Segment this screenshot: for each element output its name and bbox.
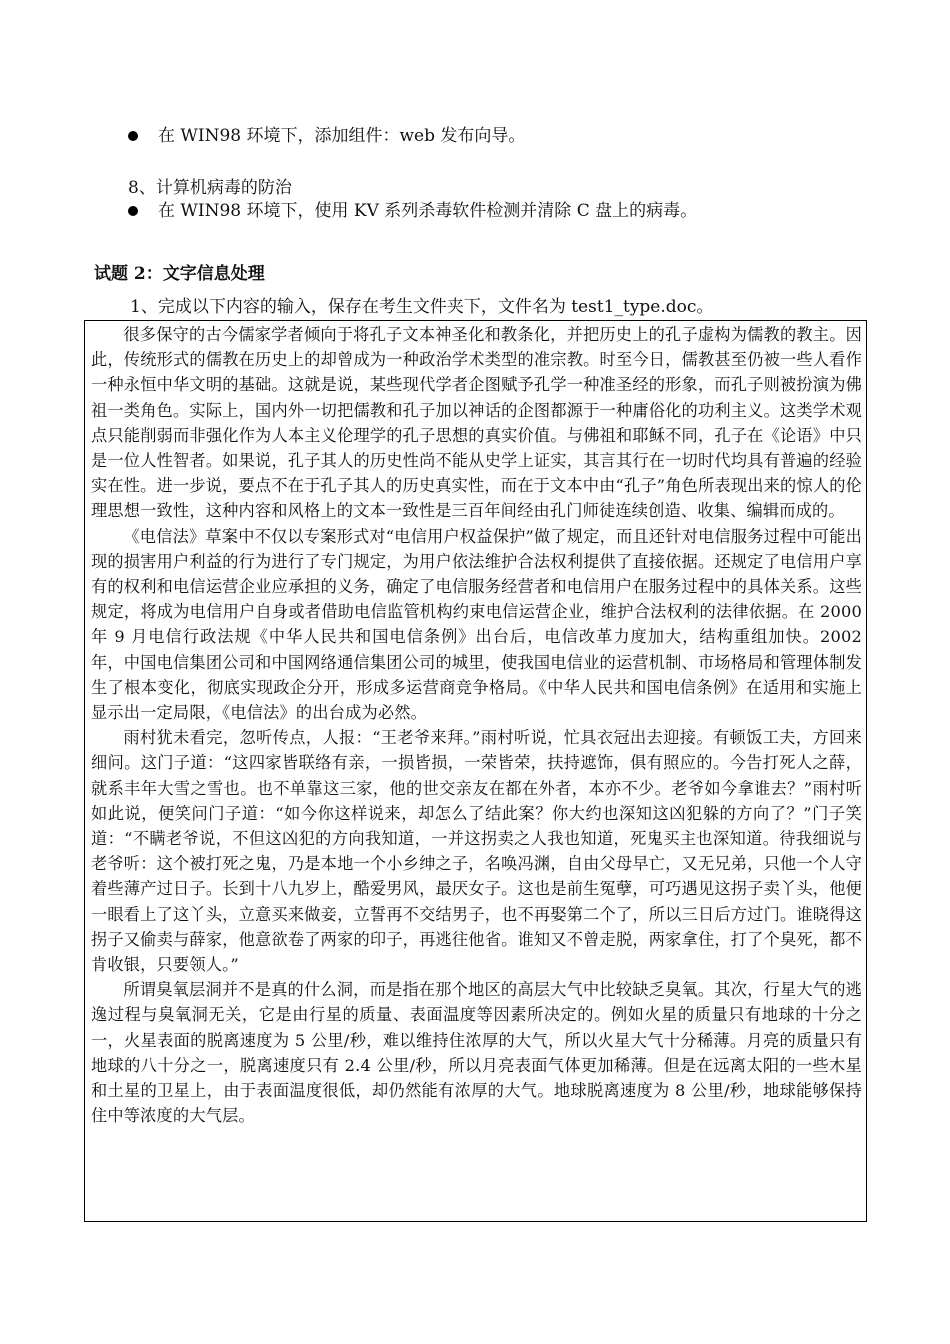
text-box [84,320,867,1222]
passage-confucius: 很多保守的古今儒家学者倾向于将孔子文本神圣化和教条化，并把历史上的孔子虚构为儒教的教主。因此，传统形式的儒教在历史上的却曾成为一种政治学术类型的准宗教。时至今日，儒教甚至仍被一些人看作一种永恒中华文明的基础。这就是说，某些现代学者企图赋予孔学一种准圣经的形象，而孔子则被扮演为佛祖一类角色。实际上，国内外一切把儒教和孔子加以神话的企图都源于一种庸俗化的功利主义。这类学术观点只能削弱而非强化作为人本主义伦理学的孔子思想的真实价值。与佛祖和耶稣不同，孔子在《论语》中只是一位人性智者。如果说，孔子其人的历史性尚不能从史学上证实，其言其行在一切时代均具有普遍的经验实在性。进一步说，要点不在于孔子其人的历史真实性，而在于文本中由“孔子”角色所表现出来的惊人的伦理思想一致性，这种内容和风格上的文本一致性是三百年间经由孔门师徒连续创造、收集、编辑而成的。 [91,325,862,521]
section-title-virus: 8、计算机病毒的防治 [128,178,292,198]
passage-telecom-law: 《电信法》草案中不仅以专案形式对“电信用户权益保护”做了规定，而且还针对电信服务过程中可能出现的损害用户利益的行为进行了专门规定，为用户依法维护合法权利提供了直接依据。还规定了电信用户享有的权利和电信运营企业应承担的义务，确定了电信服务经营者和电信用户在服务过程中的具体关系。这些规定，将成为电信用户自身或者借助电信监管机构约束电信运营企业，维护合法权利的法律依据。在 2000 年 9 月电信行政法规《中华人民共和国电信条例》出台后，电信改革力度加大，结构重组加快。2002 年，中国电信集团公司和中国网络通信集团公司的城里，使我国电信业的运营机制、市场格局和管理体制发生了根本变化，彻底实现政企分开，形成多运营商竞争格局。《中华人民共和国电信条例》在适用和实施上显示出一定局限，《电信法》的出台成为必然。 [91,526,862,723]
passage-ozone: 所谓臭氧层洞并不是真的什么洞，而是指在那个地区的高层大气中比较缺乏臭氧。其次，行星大气的逃逸过程与臭氧洞无关，它是由行星的质量、表面温度等因素所决定的。例如火星的质量只有地球的十分之一，火星表面的脱离速度为 5 公里/秒，难以维持住浓厚的大气，所以火星大气十分稀薄。月亮的质量只有地球的八十分之一，脱离速度只有 2.4 公里/秒，所以月亮表面气体更加稀薄。但是在远离太阳的一些木星和土星的卫星上，由于表面温度很低，却仍然能有浓厚的大气。地球脱离速度为 8 公里/秒，地球能够保持住中等浓度的大气层。 [91,980,862,1126]
section-heading: 试题 2：文字信息处理 [94,264,265,284]
instruction-text: 1、完成以下内容的输入，保存在考生文件夹下，文件名为 test1_type.doc。 [130,297,714,317]
bullet-icon [128,206,138,216]
bullet-text: 在 WIN98 环境下，添加组件：web 发布向导。 [158,126,526,146]
bullet-text: 在 WIN98 环境下，使用 KV 系列杀毒软件检测并清除 C 盘上的病毒。 [158,201,698,221]
passage-red-mansions: 雨村犹未看完，忽听传点，人报：“王老爷来拜。”雨村听说，忙具衣冠出去迎接。有顿饭工夫，方回来细问。这门子道：“这四家皆联络有亲，一损皆损，一荣皆荣，扶持遮饰，俱有照应的。今告打死人之薛，就系丰年大雪之雪也。也不单靠这三家，他的世交亲友在都在外者，本亦不少。老爷如今拿谁去？”雨村听如此说，便笑问门子道：“如今你这样说来，却怎么了结此案？你大约也深知这凶犯躲的方向了？”门子笑道：“不瞒老爷说，不但这凶犯的方向我知道，一并这拐卖之人我也知道，死鬼买主也深知道。待我细说与老爷听：这个被打死之鬼，乃是本地一个小乡绅之子，名唤冯渊，自由父母早亡，又无兄弟，只他一个人守着些薄产过日子。长到十八九岁上，酷爱男风，最厌女子。这也是前生冤孽，可巧遇见这拐子卖丫头，他便一眼看上了这丫头，立意买来做妾，立誓再不交结男子，也不再娶第二个了，所以三日后方过门。谁晓得这拐子又偷卖与薛家，他意欲卷了两家的印子，再逃往他省。谁知又不曾走脱，两家拿住，打了个臭死，都不肯收银，只要领人。” [91,728,862,975]
bullet-icon [128,131,138,141]
